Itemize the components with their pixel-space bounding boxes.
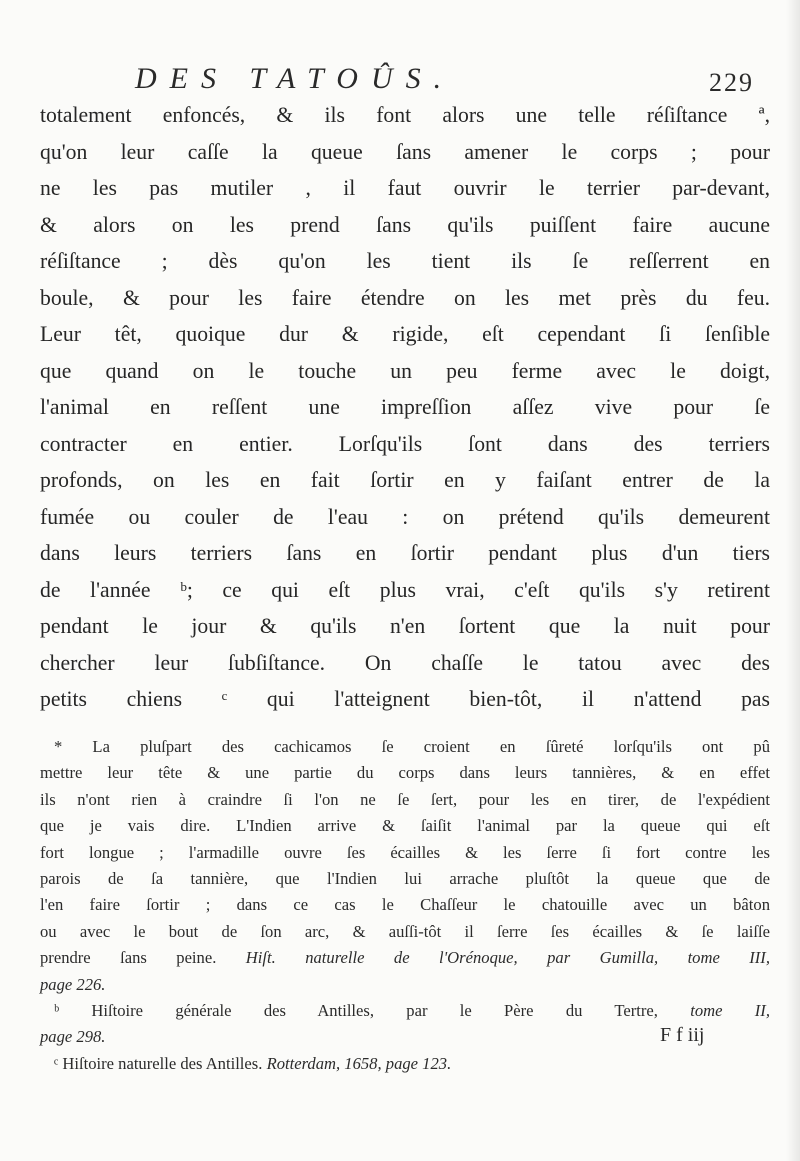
- footnote-a-line: ils n'ont rien à craindre ſi l'on ne ſe ſert, pour les en tirer, de l'expédient: [40, 789, 770, 809]
- footnote-c-source: Rotterdam, 1658, page 123.: [266, 1053, 452, 1073]
- footnote-a-line: l'en faire ſortir ; dans ce cas le Chaſſeur le chatouille avec un bâton: [40, 895, 770, 915]
- text-line: profonds, on les en fait ſortir en y faiſant entrer de la: [40, 468, 770, 492]
- text-line: Leur têt, quoique dur & rigide, eſt cependant ſi ſenſible: [40, 322, 770, 346]
- footnote-a-page: page 226.: [40, 974, 106, 994]
- footnote-a-line: ou avec le bout de ſon arc, & auſſi-tôt il ſerre ſes écailles & ſe laiſſe: [40, 921, 770, 941]
- footnote-a-source: Hiſt. naturelle de l'Orénoque, par Gumilla, tome III,: [245, 948, 770, 968]
- page-header: [40, 62, 770, 102]
- running-head: DES TATOÛS.: [135, 62, 455, 95]
- footnote-a-line: mettre leur tête & une partie du corps dans leurs tannières, & en effet: [40, 763, 770, 783]
- text-line: l'animal en reſſent une impreſſion aſſez vive pour ſe: [40, 395, 770, 419]
- main-text: [40, 97, 770, 718]
- text-line: réſiſtance ; dès qu'on les tient ils ſe reſſerrent en: [40, 249, 770, 273]
- footnote-b-text: ᵇ Hiſtoire générale des Antilles, par le Père du Tertre,: [54, 1001, 658, 1021]
- footnote-a-line: * La pluſpart des cachicamos ſe croient en ſûreté lorſqu'ils ont pû: [54, 737, 770, 756]
- text-line: ne les pas mutiler , il faut ouvrir le terrier par-devant,: [40, 176, 770, 200]
- signature-mark: F f iij: [660, 1024, 705, 1046]
- footnote-a-line: fort longue ; l'armadille ouvre ſes écailles & les ſerre ſi fort contre les: [40, 842, 770, 862]
- text-line: boule, & pour les faire étendre on les met près du feu.: [40, 285, 770, 310]
- footnote-a-line: que je vais dire. L'Indien arrive & ſaiſit l'animal par la queue qui eſt: [40, 816, 770, 836]
- footnote-a-tail: prendre ſans peine.: [40, 948, 217, 968]
- footnote-a-line: parois de ſa tannière, que l'Indien lui arrache pluſtôt la queue que de: [40, 869, 770, 889]
- text-line: petits chiens ᶜ qui l'atteignent bien-tôt, il n'attend pas: [40, 687, 770, 711]
- footnote-b-source: tome II,: [690, 1001, 770, 1021]
- text-line: contracter en entier. Lorſqu'ils ſont dans des terriers: [40, 431, 770, 456]
- text-line: dans leurs terriers ſans en ſortir pendant plus d'un tiers: [40, 541, 770, 565]
- text-line: que quand on le touche un peu ferme avec le doigt,: [40, 358, 770, 383]
- footnote-b-page: page 298.: [40, 1027, 106, 1047]
- page-edge-shadow: [786, 0, 800, 1161]
- footnote-c-text: ᶜ Hiſtoire naturelle des Antilles.: [54, 1053, 263, 1073]
- text-line: & alors on les prend ſans qu'ils puiſſent faire aucune: [40, 212, 770, 237]
- text-line: qu'on leur caſſe la queue ſans amener le corps ; pour: [40, 139, 770, 164]
- page-number: 229: [709, 68, 754, 97]
- footnote-a-page-line: [40, 972, 770, 998]
- text-line: de l'année ᵇ; ce qui eſt plus vrai, c'eſt qu'ils s'y retirent: [40, 577, 770, 602]
- footnote-b-line: [40, 998, 770, 1024]
- footnote-a-line-last: [40, 945, 770, 971]
- text-line: chercher leur ſubſiſtance. On chaſſe le tatou avec des: [40, 650, 770, 675]
- text-line: fumée ou couler de l'eau : on prétend qu'ils demeurent: [40, 504, 770, 529]
- text-line: totalement enfoncés, & ils font alors une telle réſiſtance ª,: [40, 103, 770, 127]
- text-line: pendant le jour & qu'ils n'en ſortent que la nuit pour: [40, 614, 770, 638]
- footnote-c-line: [40, 1051, 770, 1077]
